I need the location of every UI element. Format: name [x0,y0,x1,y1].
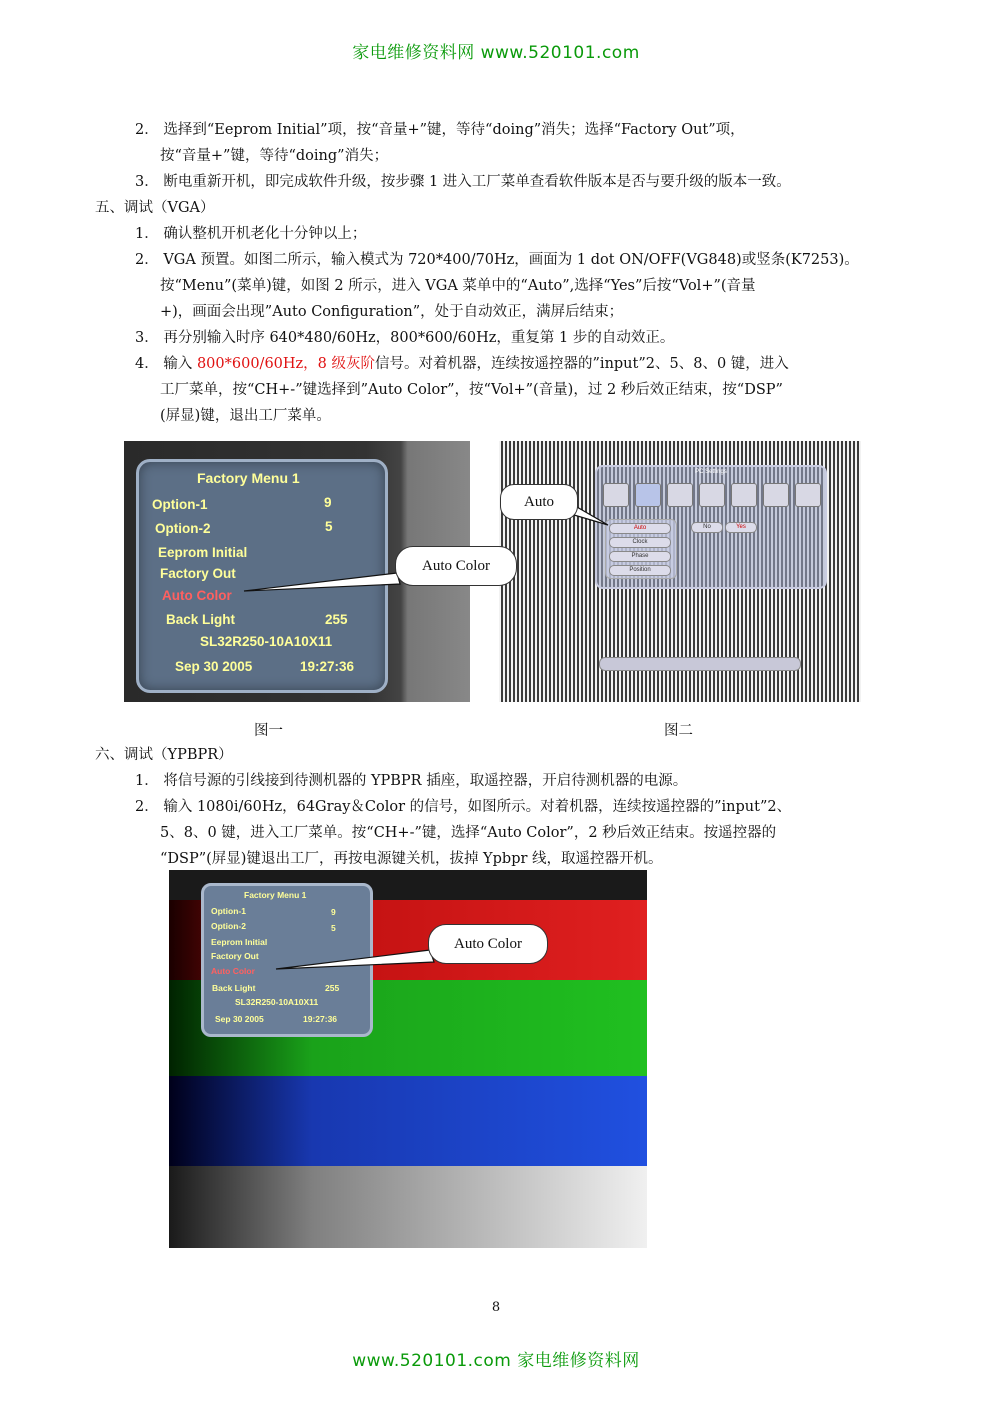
vga-step-2-line-2: 按“Menu”(菜单)键，如图 2 所示，进入 VGA 菜单中的“Auto”,选择“Yes”后按“Vol+”(音量 [160,278,756,294]
figure-2-caption: 图二 [664,723,693,739]
figure-3-photo [169,870,647,1248]
pc-item-phase: Phase [609,551,671,562]
vga-step-4-line-1 [135,354,789,374]
vga-step-4-prefix: 4． 输入 [135,356,197,372]
option2-value: 5 [325,519,333,534]
figure-2-photo [499,441,861,702]
pc-option-no: No [691,522,723,533]
vga-step-2-line-1: 2． VGA 预置。如图二所示，输入模式为 720*400/70Hz，画面为 1 dot ON/OFF(VG848)或竖条(K7253)。 [135,252,859,268]
overlay-option1-value: 9 [331,907,336,917]
overlay-date: Sep 30 2005 [215,1014,264,1024]
fig2-callout: Auto [500,484,578,520]
pc-icon [635,483,661,507]
ypbpr-step-2-line-2: 5、8、0 键，进入工厂菜单。按“CH+-”键，选择“Auto Color”，2 秒后效正结束。按遥控器的 [160,825,777,841]
eeprom-initial-item: Eeprom Initial [158,545,248,560]
vga-step-2-line-3: +)，画面会出现”Auto Configuration”，处于自动效正，满屏后结束； [160,304,624,320]
model-number: SL32R250-10A10X11 [200,634,333,649]
step-2-line-1: 2． 选择到“Eeprom Initial”项，按“音量+”键，等待“doing”消失；选择“Factory Out”项， [135,122,745,138]
menu-date: Sep 30 2005 [175,659,253,674]
factory-out-item: Factory Out [160,566,236,581]
overlay-factory-out-item: Factory Out [211,951,259,961]
sound-icon [667,483,693,507]
header-banner: 家电维修资料网 www.520101.com [352,43,640,63]
ypbpr-step-1: 1． 将信号源的引线接到待测机器的 YPBPR 插座，取遥控器，开启待测机器的电源。 [135,773,688,789]
page-number: 8 [491,1300,501,1315]
auto-color-item: Auto Color [162,588,232,603]
gray-band [169,1166,647,1248]
vga-step-3: 3． 再分别输入时序 640*480/60Hz，800*600/60Hz，重复第 1 步的自动效正。 [135,330,675,346]
pc-option-yes: Yes [725,522,757,533]
section-6-heading: 六、调试（YPBPR） [95,747,233,763]
gray-signal-highlight: 800*600/60Hz，8 级灰阶 [196,356,376,372]
option1-value: 9 [324,495,332,510]
factory-menu-title: Factory Menu 1 [197,470,300,486]
overlay-model-number: SL32R250-10A10X11 [235,997,319,1007]
pen-icon [795,483,821,507]
overlay-backlight-value: 255 [325,983,340,993]
backlight-value: 255 [325,612,348,627]
overlay-option2-value: 5 [331,923,336,933]
overlay-auto-color-item: Auto Color [211,966,255,976]
vga-step-4-line-2: 工厂菜单，按“CH+-”键选择到”Auto Color”，按“Vol+”(音量)，过 2 秒后效正结束，按“DSP” [160,382,783,398]
overlay-menu-title: Factory Menu 1 [244,890,307,900]
option2-label: Option-2 [155,521,211,536]
tools-icon [763,483,789,507]
option1-label: Option-1 [152,497,208,512]
blue-band [169,1076,647,1166]
overlay-time: 19:27:36 [303,1014,338,1024]
overlay-option2-label: Option-2 [211,921,246,931]
setup-icon [731,483,757,507]
section-5-heading: 五、调试（VGA） [95,200,215,216]
vga-step-4-line-3: (屏显)键，退出工厂菜单。 [160,408,331,424]
pc-hint-bar [599,657,801,671]
backlight-label: Back Light [166,612,236,627]
figure-1-caption: 图一 [254,723,283,739]
fig3-callout: Auto Color [428,924,548,964]
overlay-option1-label: Option-1 [211,906,246,916]
fig3-callout-pointer [270,940,450,980]
pc-item-clock: Clock [609,537,671,548]
pc-item-position: Position [609,565,671,576]
fig1-callout: Auto Color [395,546,517,586]
overlay-eeprom-item: Eeprom Initial [211,937,268,947]
vga-step-4-suffix: 信号。对着机器，连续按遥控器的”input”2、5、8、0 键，进入 [375,356,789,372]
vga-step-1: 1． 确认整机开机老化十分钟以上； [135,226,367,242]
pc-item-auto: Auto [609,523,671,534]
step-3-line: 3． 断电重新开机，即完成软件升级，按步骤 1 进入工厂菜单查看软件版本是否与要升级的版本一致。 [135,174,791,190]
overlay-backlight-label: Back Light [212,983,256,993]
footer-banner: www.520101.com 家电维修资料网 [352,1351,640,1371]
step-2-line-2: 按“音量+”键，等待“doing”消失； [160,148,389,164]
ypbpr-step-2-line-3: “DSP”(屏显)键退出工厂，再按电源键关机，拔掉 Ypbpr 线，取遥控器开机。 [160,851,663,867]
screen-icon [699,483,725,507]
menu-time: 19:27:36 [300,659,355,674]
pc-settings-title: PC Settings [695,469,727,475]
ypbpr-step-2-line-1: 2． 输入 1080i/60Hz，64Gray＆Color 的信号，如图所示。对着机器，连续按遥控器的”input”2、 [135,799,792,815]
